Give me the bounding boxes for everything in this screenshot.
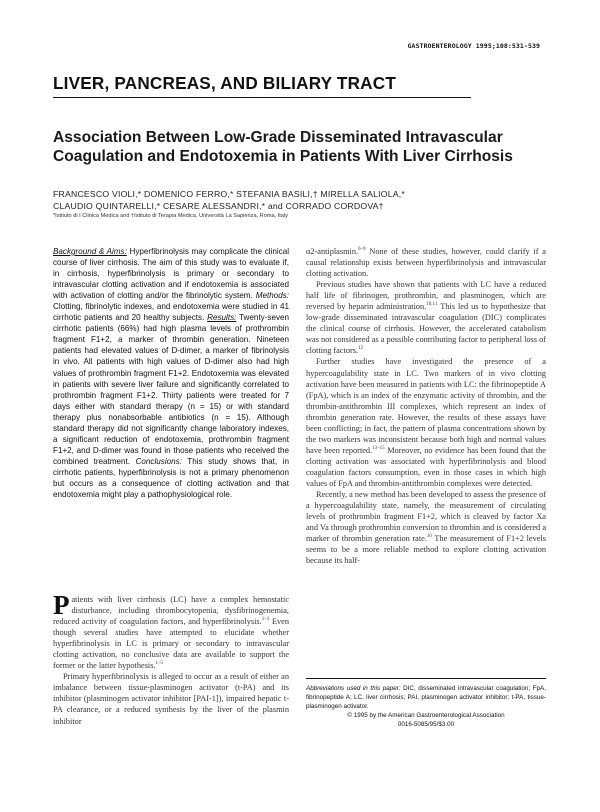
footnotes (306, 684, 546, 729)
journal-reference: GASTROENTEROLOGY 1995;108:531-539 (407, 42, 540, 50)
paragraph-text: The measurement of F1+2 levels seems to be a more reliable method to explore clotting activation because its half- (306, 534, 546, 566)
abstract-methods-label: Methods: (255, 291, 289, 301)
citation: 6–9 (358, 247, 366, 253)
abstract-methods-text: Clotting, fibrinolytic indexes, and endotoxemia were studied in 41 cirrhotic patients and 20 healthy subjects. (53, 302, 289, 323)
abbreviations-text: DIC, disseminated intravascular coagulation; FpA, fibrinopeptide A; LC, liver cirrhosis; PAI, plasminogen activator inhibitor; t-PA, tissue-plasminogen activator. (306, 685, 546, 710)
paragraph-text: Moreover, no evidence has been found that the clotting activation was associated with hyperfibrinolysis and blood coagulation factors consumption, even in those cases in which high values of FpA and thrombin-antithrombin complexes were detected. (306, 445, 546, 488)
citation: 10,11 (426, 302, 438, 308)
authors-line-2: CLAUDIO QUINTARELLI,* CESARE ALESSANDRI,* and CORRADO CORDOVA† (53, 201, 384, 211)
paragraph-text: α2-antiplasmin. (306, 247, 359, 256)
paragraph-text: None of these studies, however, could clarify if a causal relationship exists between hyperfibrinolysis and intravascular clotting activation. (306, 247, 546, 279)
abbreviations-label: Abbreviations used in this paper: (306, 685, 401, 692)
author-list (53, 188, 553, 212)
authors-line-1: FRANCESCO VIOLI,* DOMENICO FERRO,* STEFANIA BASILI,† MIRELLA SALIOLA,* (53, 189, 405, 199)
drop-cap: P (53, 590, 70, 620)
citation: 1–3 (261, 617, 270, 623)
affiliation: *Istituto di I Clinica Medica and †Istituto di Terapia Medica, Università La Sapienza, Roma, Italy (53, 213, 288, 219)
abbreviations-note (306, 684, 546, 711)
paragraph-text: Previous studies have shown that patients with LC have a reduced half life of fibrinogen, prothrombin, and plasminogen, which are reversed by heparin administration. (306, 280, 546, 312)
footnote-divider (306, 678, 546, 679)
article-title (53, 128, 553, 166)
abstract-results-text: Twenty-seven cirrhotic patients (66%) had high plasma levels of prothrombin fragment F1+2, a marker of thrombin generation. Nineteen patients had elevated values of D-dimer, a marker of fibrinolysis in vivo. All patients with high values of D-dimer also had high values of prothrombin fragment F1+2. Endotoxemia was elevated in patients with severe liver failure and significantly correlated to prothrombin fragment F1+2. Thirty patients were treated for 7 days either with standard therapy (n = 15) or with standard therapy plus nonabsorbable antibiotics (n = 15). Although standard therapy did not significantly change laboratory indexes, a significant reduction of endotoxemia, prothrombin fragment F1+2, and D-dimer was found in those patients who received the combined treatment. (53, 313, 289, 466)
body-column-left (53, 590, 290, 727)
body-paragraph (306, 356, 546, 489)
section-heading (53, 73, 471, 98)
citation: 12 (358, 346, 364, 352)
abstract-conclusions-label: Conclusions: (135, 456, 182, 466)
body-paragraph (306, 489, 546, 566)
title-line-1: Association Between Low-Grade Disseminated Intravascular (53, 129, 503, 146)
body-paragraph: Primary hyperfibrinolysis is alleged to occur as a result of either an imbalance between tissue-plasminogen activator (t-PA) and its inhibitor (plasminogen activator inhibitor [PAI-1]), impaired hepatic t-PA clearance, or a reduced synthesis by the liver of the plasmin inhibitor (53, 672, 289, 726)
paragraph-text: Recently, a new method has been developed to assess the presence of a hypercoagulability state, namely, the measurement of circulating levels of prothrombin fragment F1+2, which is cleaved by factor Xa and Va through prothrombin conversion to thrombin and is considered a marker of thrombin generation rate. (306, 490, 546, 544)
paragraph-text: Even though several studies have attempted to elucidate whether hyperfibrinolysis in LC is primary or secondary to intravascular clotting activation, no conclusive data are available to support the former or the latter hypothesis. (53, 617, 290, 671)
abstract-conclusions-text: This study shows that, in cirrhotic patients, hyperfibrinolysis is not a primary phenomenon but occurs as a consequence of clotting activation and that endotoxemia might play a pathophysiological role. (53, 456, 289, 500)
abstract-background-text: Hyperfibrinolysis may complicate the clinical course of liver cirrhosis. The aim of this study was to evaluate if, in cirrhosis, hyperfibrinolysis is primary or secondary to intravascular clotting activation and if endotoxemia is associated with activation of clotting and/or the fibrinolytic system. (53, 247, 289, 301)
title-line-2: Coagulation and Endotoxemia in Patients With Liver Cirrhosis (53, 148, 513, 165)
paragraph-text: atients with liver cirrhosis (LC) have a complex hemostatic disturbance, including thrombocytopenia, dysfibrinogenemia, reduced activity of coagulation factors, and hyperfibrinolysis. (53, 595, 289, 627)
body-paragraph (306, 246, 546, 279)
abstract-background-label: Background & Aims: (53, 247, 127, 256)
paragraph-text: Further studies have investigated the presence of a hypercoagulability state in LC. Two markers of in vivo clotting activation have been measured in patients with LC: the fibrinopeptide A (FpA), which is an index of the enzymatic activity of thrombin, and the thrombin-antithrombin III complexes, which represent an index of thrombin generation rate. However, the results of these assays have been conflicting; in fact, the pattern of plasma concentrations shown by the two markers was inconsistent because both high and normal values have been reported. (306, 357, 546, 455)
citation: 16 (426, 534, 432, 540)
issn-code: 0016-5085/95/$3.00 (397, 721, 455, 728)
citation: 1–5 (155, 661, 164, 667)
copyright-notice: © 1995 by the American Gastroenterological Association (347, 712, 505, 719)
abstract-results-label: Results: (207, 313, 237, 323)
body-paragraph (53, 590, 290, 671)
citation: 13–15 (372, 446, 385, 452)
body-column-right (306, 246, 546, 566)
body-paragraph (306, 279, 546, 356)
paragraph-text: This led us to hypothesize that low-grade disseminated intravascular coagulation (DIC) complicates the clinical course of cirrhosis. However, the accelerated catabolism was not considered as a possible contributing factor to peripheral loss of clotting factors. (306, 302, 546, 356)
section-heading-text: LIVER, PANCREAS, AND BILIARY TRACT (53, 73, 397, 93)
abstract (53, 246, 289, 500)
